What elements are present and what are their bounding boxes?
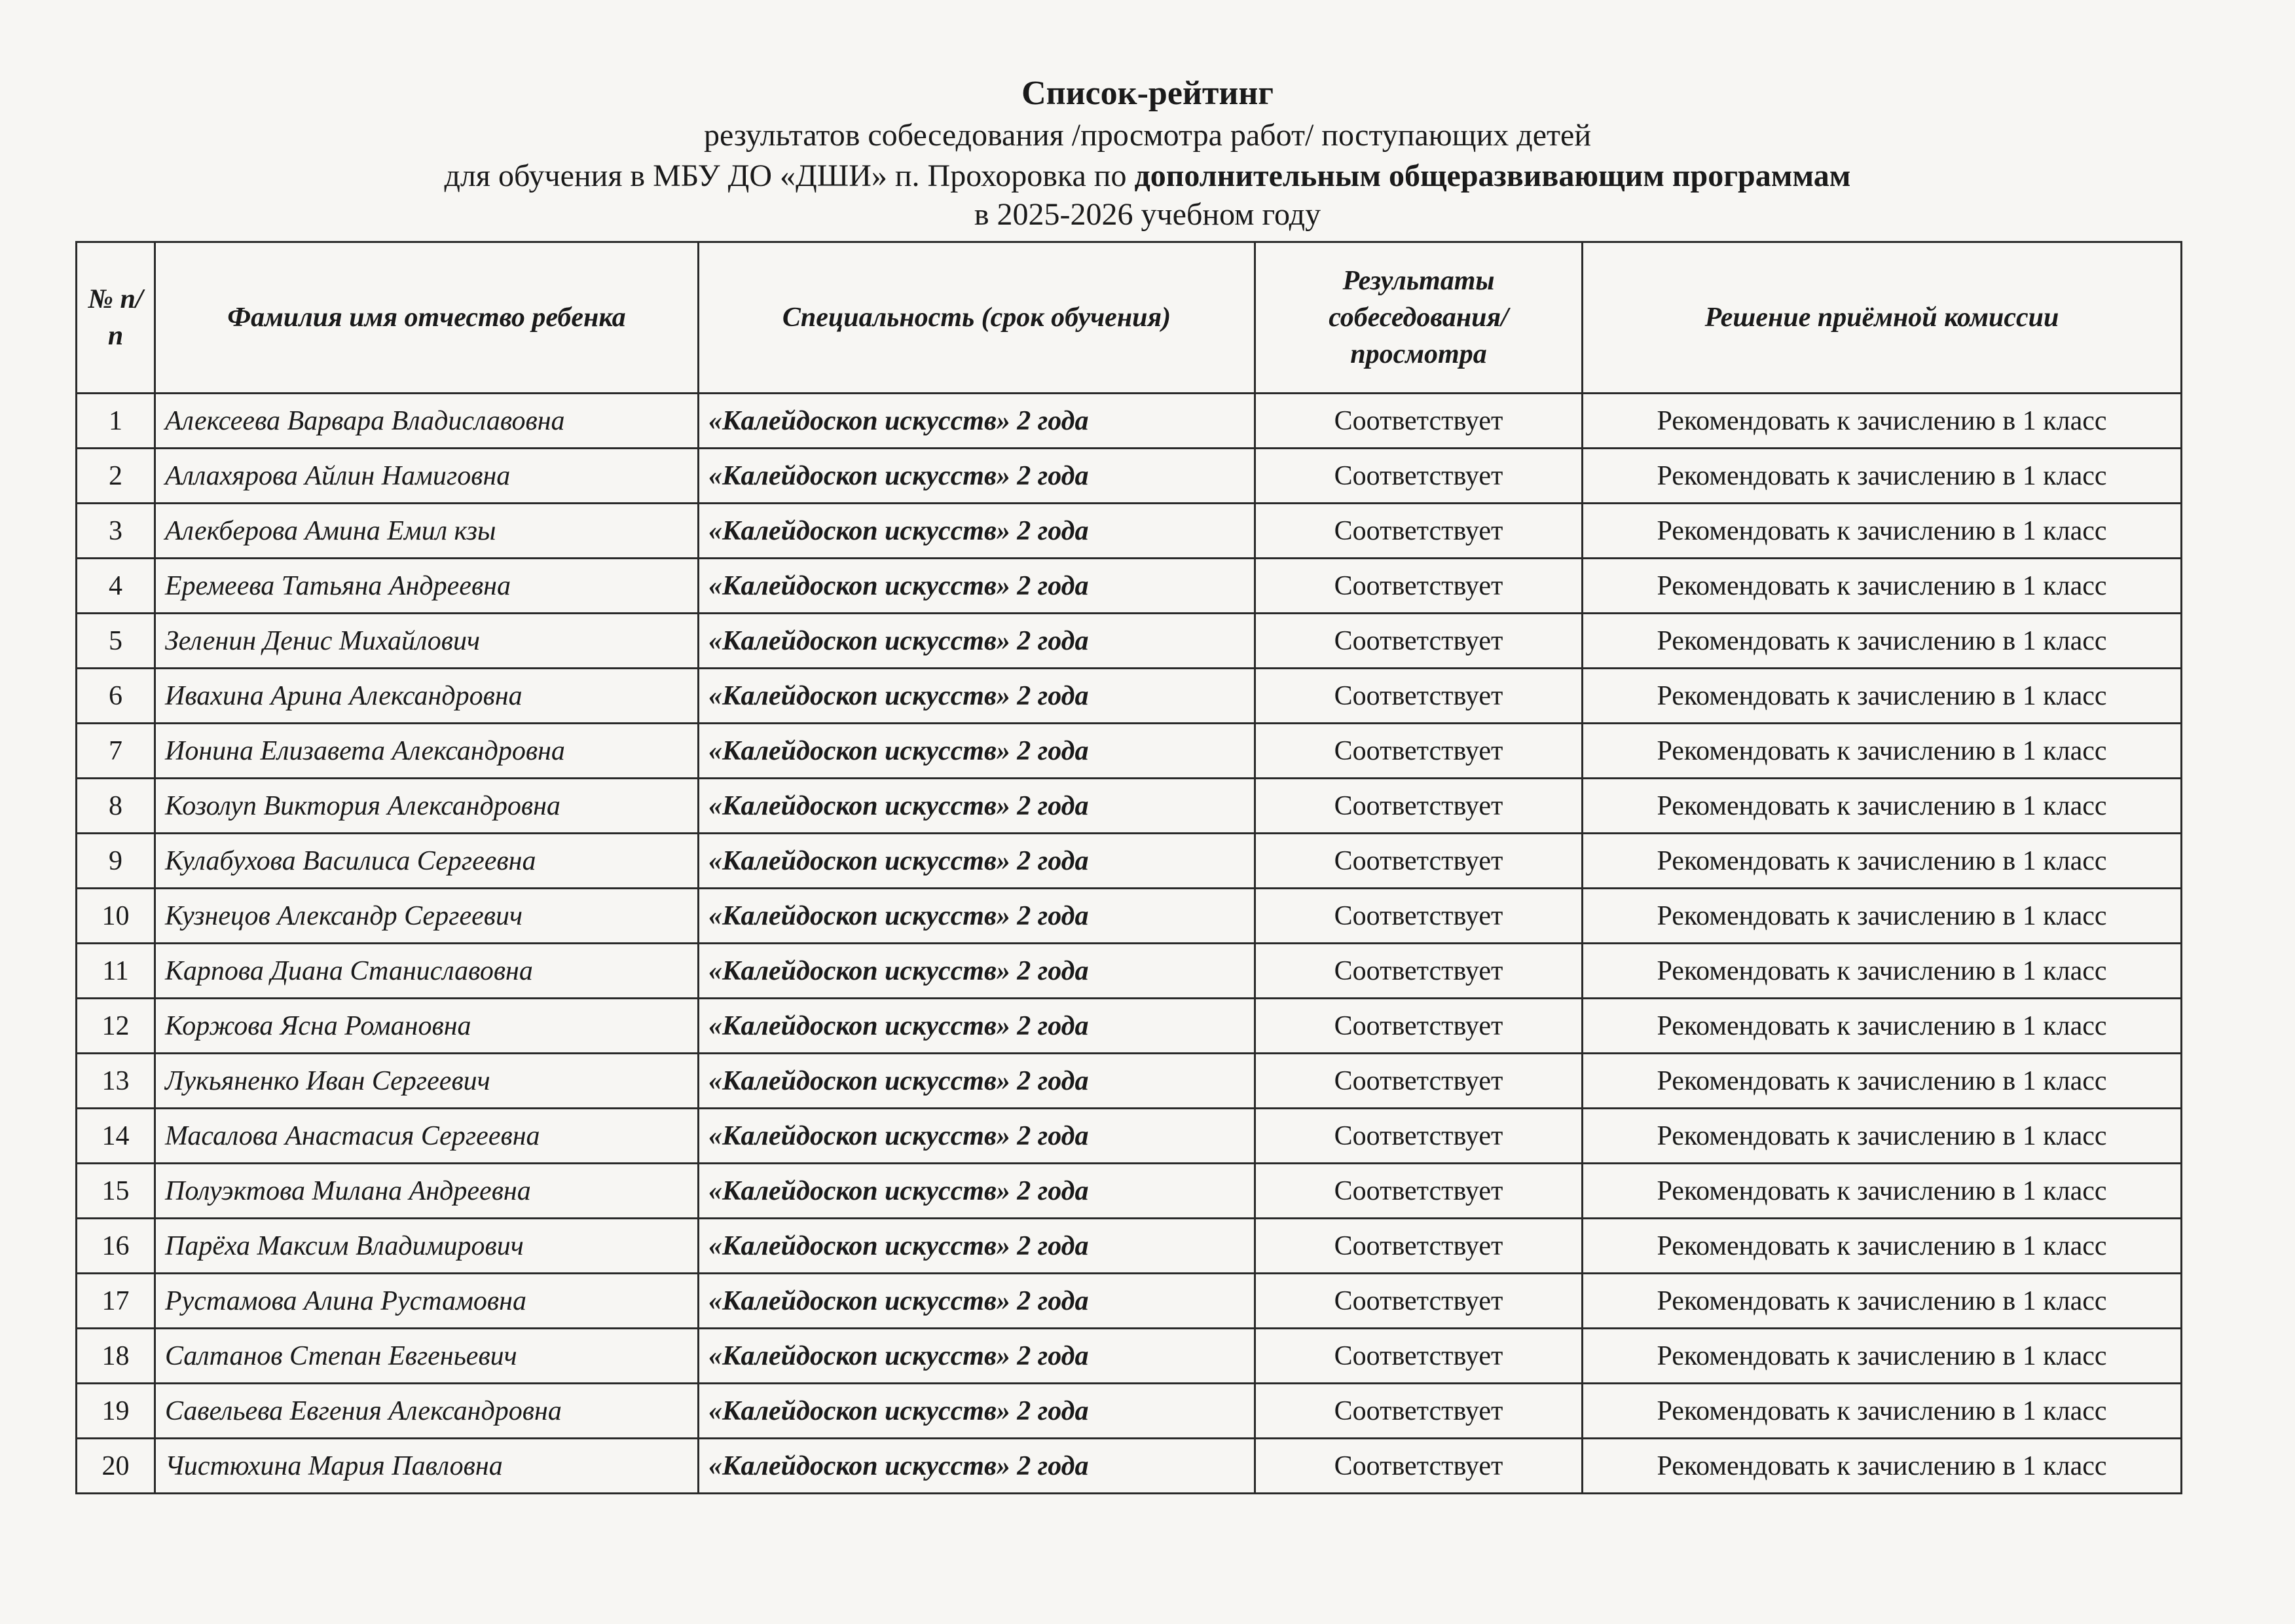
commission-decision: Рекомендовать к зачислению в 1 класс bbox=[1583, 1384, 2182, 1439]
specialty: «Калейдоскоп искусств» 2 года bbox=[699, 1219, 1255, 1274]
commission-decision: Рекомендовать к зачислению в 1 класс bbox=[1583, 449, 2182, 504]
table-row bbox=[77, 1219, 2182, 1274]
row-number: 19 bbox=[77, 1384, 155, 1439]
commission-decision: Рекомендовать к зачислению в 1 класс bbox=[1583, 944, 2182, 999]
rating-table bbox=[75, 241, 2182, 1494]
document-subtitle-line2 bbox=[0, 156, 2295, 196]
specialty: «Калейдоскоп искусств» 2 года bbox=[699, 1329, 1255, 1384]
child-name: Кузнецов Александр Сергеевич bbox=[155, 889, 699, 944]
row-number: 10 bbox=[77, 889, 155, 944]
row-number: 17 bbox=[77, 1274, 155, 1329]
specialty: «Калейдоскоп искусств» 2 года bbox=[699, 394, 1255, 449]
child-name: Зеленин Денис Михайлович bbox=[155, 614, 699, 669]
commission-decision: Рекомендовать к зачислению в 1 класс bbox=[1583, 614, 2182, 669]
document-title: Список-рейтинг bbox=[1021, 75, 1274, 112]
table-row bbox=[77, 779, 2182, 834]
commission-decision: Рекомендовать к зачислению в 1 класс bbox=[1583, 1274, 2182, 1329]
commission-decision: Рекомендовать к зачислению в 1 класс bbox=[1583, 504, 2182, 559]
table-row bbox=[77, 614, 2182, 669]
commission-decision: Рекомендовать к зачислению в 1 класс bbox=[1583, 1164, 2182, 1219]
commission-decision: Рекомендовать к зачислению в 1 класс bbox=[1583, 1109, 2182, 1164]
interview-result: Соответствует bbox=[1255, 1109, 1583, 1164]
row-number: 18 bbox=[77, 1329, 155, 1384]
specialty: «Калейдоскоп искусств» 2 года bbox=[699, 1439, 1255, 1494]
row-number: 16 bbox=[77, 1219, 155, 1274]
interview-result: Соответствует bbox=[1255, 1054, 1583, 1109]
specialty: «Калейдоскоп искусств» 2 года bbox=[699, 1164, 1255, 1219]
specialty: «Калейдоскоп искусств» 2 года bbox=[699, 889, 1255, 944]
interview-result: Соответствует bbox=[1255, 1329, 1583, 1384]
commission-decision: Рекомендовать к зачислению в 1 класс bbox=[1583, 394, 2182, 449]
child-name: Алекберова Амина Емил кзы bbox=[155, 504, 699, 559]
specialty: «Калейдоскоп искусств» 2 года bbox=[699, 1109, 1255, 1164]
child-name: Алексеева Варвара Владиславовна bbox=[155, 394, 699, 449]
table-row bbox=[77, 1329, 2182, 1384]
document-year: в 2025-2026 учебном году bbox=[974, 197, 1321, 232]
table-row bbox=[77, 999, 2182, 1054]
commission-decision: Рекомендовать к зачислению в 1 класс bbox=[1583, 999, 2182, 1054]
interview-result: Соответствует bbox=[1255, 1384, 1583, 1439]
child-name: Салтанов Степан Евгеньевич bbox=[155, 1329, 699, 1384]
interview-result: Соответствует bbox=[1255, 614, 1583, 669]
child-name: Ивахина Арина Александровна bbox=[155, 669, 699, 724]
interview-result: Соответствует bbox=[1255, 889, 1583, 944]
document-subtitle-line1: результатов собеседования /просмотра работ/ поступающих детей bbox=[703, 118, 1591, 153]
subtitle-normal-text: для обучения в МБУ ДО «ДШИ» п. Прохоровка по bbox=[444, 158, 1135, 193]
row-number: 9 bbox=[77, 834, 155, 889]
row-number: 12 bbox=[77, 999, 155, 1054]
specialty: «Калейдоскоп искусств» 2 года bbox=[699, 449, 1255, 504]
document-header bbox=[0, 72, 2295, 233]
child-name: Аллахярова Айлин Намиговна bbox=[155, 449, 699, 504]
child-name: Карпова Диана Станиславовна bbox=[155, 944, 699, 999]
commission-decision: Рекомендовать к зачислению в 1 класс bbox=[1583, 779, 2182, 834]
table-row bbox=[77, 1384, 2182, 1439]
commission-decision: Рекомендовать к зачислению в 1 класс bbox=[1583, 1329, 2182, 1384]
interview-result: Соответствует bbox=[1255, 394, 1583, 449]
row-number: 7 bbox=[77, 724, 155, 779]
table-row bbox=[77, 669, 2182, 724]
child-name: Коржова Ясна Романовна bbox=[155, 999, 699, 1054]
table-row bbox=[77, 1439, 2182, 1494]
interview-result: Соответствует bbox=[1255, 1274, 1583, 1329]
row-number: 5 bbox=[77, 614, 155, 669]
table-row bbox=[77, 1054, 2182, 1109]
child-name: Еремеева Татьяна Андреевна bbox=[155, 559, 699, 614]
commission-decision: Рекомендовать к зачислению в 1 класс bbox=[1583, 834, 2182, 889]
interview-result: Соответствует bbox=[1255, 779, 1583, 834]
row-number: 20 bbox=[77, 1439, 155, 1494]
table-header-row bbox=[77, 242, 2182, 394]
table-row bbox=[77, 889, 2182, 944]
table-row bbox=[77, 834, 2182, 889]
child-name: Масалова Анастасия Сергеевна bbox=[155, 1109, 699, 1164]
child-name: Козолуп Виктория Александровна bbox=[155, 779, 699, 834]
row-number: 8 bbox=[77, 779, 155, 834]
interview-result: Соответствует bbox=[1255, 449, 1583, 504]
col-header-decision: Решение приёмной комиссии bbox=[1583, 242, 2182, 394]
subtitle-bold-text: дополнительным общеразвивающим программам bbox=[1134, 158, 1851, 193]
specialty: «Калейдоскоп искусств» 2 года bbox=[699, 614, 1255, 669]
col-header-name: Фамилия имя отчество ребенка bbox=[155, 242, 699, 394]
specialty: «Калейдоскоп искусств» 2 года bbox=[699, 1054, 1255, 1109]
commission-decision: Рекомендовать к зачислению в 1 класс bbox=[1583, 559, 2182, 614]
col-header-number: № п/п bbox=[77, 242, 155, 394]
interview-result: Соответствует bbox=[1255, 1219, 1583, 1274]
row-number: 2 bbox=[77, 449, 155, 504]
commission-decision: Рекомендовать к зачислению в 1 класс bbox=[1583, 889, 2182, 944]
specialty: «Калейдоскоп искусств» 2 года bbox=[699, 944, 1255, 999]
specialty: «Калейдоскоп искусств» 2 года bbox=[699, 1274, 1255, 1329]
table-row bbox=[77, 449, 2182, 504]
child-name: Чистюхина Мария Павловна bbox=[155, 1439, 699, 1494]
row-number: 6 bbox=[77, 669, 155, 724]
table-row bbox=[77, 394, 2182, 449]
interview-result: Соответствует bbox=[1255, 559, 1583, 614]
table-row bbox=[77, 559, 2182, 614]
interview-result: Соответствует bbox=[1255, 1439, 1583, 1494]
col-header-result: Результаты собеседования/ просмотра bbox=[1255, 242, 1583, 394]
commission-decision: Рекомендовать к зачислению в 1 класс bbox=[1583, 1439, 2182, 1494]
row-number: 13 bbox=[77, 1054, 155, 1109]
interview-result: Соответствует bbox=[1255, 724, 1583, 779]
specialty: «Калейдоскоп искусств» 2 года bbox=[699, 999, 1255, 1054]
interview-result: Соответствует bbox=[1255, 504, 1583, 559]
interview-result: Соответствует bbox=[1255, 999, 1583, 1054]
interview-result: Соответствует bbox=[1255, 944, 1583, 999]
child-name: Ионина Елизавета Александровна bbox=[155, 724, 699, 779]
table-row bbox=[77, 944, 2182, 999]
commission-decision: Рекомендовать к зачислению в 1 класс bbox=[1583, 724, 2182, 779]
specialty: «Калейдоскоп искусств» 2 года bbox=[699, 669, 1255, 724]
child-name: Полуэктова Милана Андреевна bbox=[155, 1164, 699, 1219]
table-row bbox=[77, 1109, 2182, 1164]
commission-decision: Рекомендовать к зачислению в 1 класс bbox=[1583, 1054, 2182, 1109]
child-name: Парёха Максим Владимирович bbox=[155, 1219, 699, 1274]
specialty: «Калейдоскоп искусств» 2 года bbox=[699, 504, 1255, 559]
specialty: «Калейдоскоп искусств» 2 года bbox=[699, 1384, 1255, 1439]
row-number: 3 bbox=[77, 504, 155, 559]
table-body bbox=[77, 394, 2182, 1494]
commission-decision: Рекомендовать к зачислению в 1 класс bbox=[1583, 1219, 2182, 1274]
row-number: 15 bbox=[77, 1164, 155, 1219]
row-number: 4 bbox=[77, 559, 155, 614]
interview-result: Соответствует bbox=[1255, 669, 1583, 724]
specialty: «Калейдоскоп искусств» 2 года bbox=[699, 559, 1255, 614]
specialty: «Калейдоскоп искусств» 2 года bbox=[699, 779, 1255, 834]
interview-result: Соответствует bbox=[1255, 1164, 1583, 1219]
row-number: 14 bbox=[77, 1109, 155, 1164]
table-row bbox=[77, 504, 2182, 559]
child-name: Рустамова Алина Рустамовна bbox=[155, 1274, 699, 1329]
row-number: 11 bbox=[77, 944, 155, 999]
col-header-specialty: Специальность (срок обучения) bbox=[699, 242, 1255, 394]
table-row bbox=[77, 724, 2182, 779]
commission-decision: Рекомендовать к зачислению в 1 класс bbox=[1583, 669, 2182, 724]
child-name: Лукьяненко Иван Сергеевич bbox=[155, 1054, 699, 1109]
specialty: «Калейдоскоп искусств» 2 года bbox=[699, 724, 1255, 779]
specialty: «Калейдоскоп искусств» 2 года bbox=[699, 834, 1255, 889]
child-name: Кулабухова Василиса Сергеевна bbox=[155, 834, 699, 889]
interview-result: Соответствует bbox=[1255, 834, 1583, 889]
table-row bbox=[77, 1274, 2182, 1329]
child-name: Савельева Евгения Александровна bbox=[155, 1384, 699, 1439]
row-number: 1 bbox=[77, 394, 155, 449]
table-row bbox=[77, 1164, 2182, 1219]
